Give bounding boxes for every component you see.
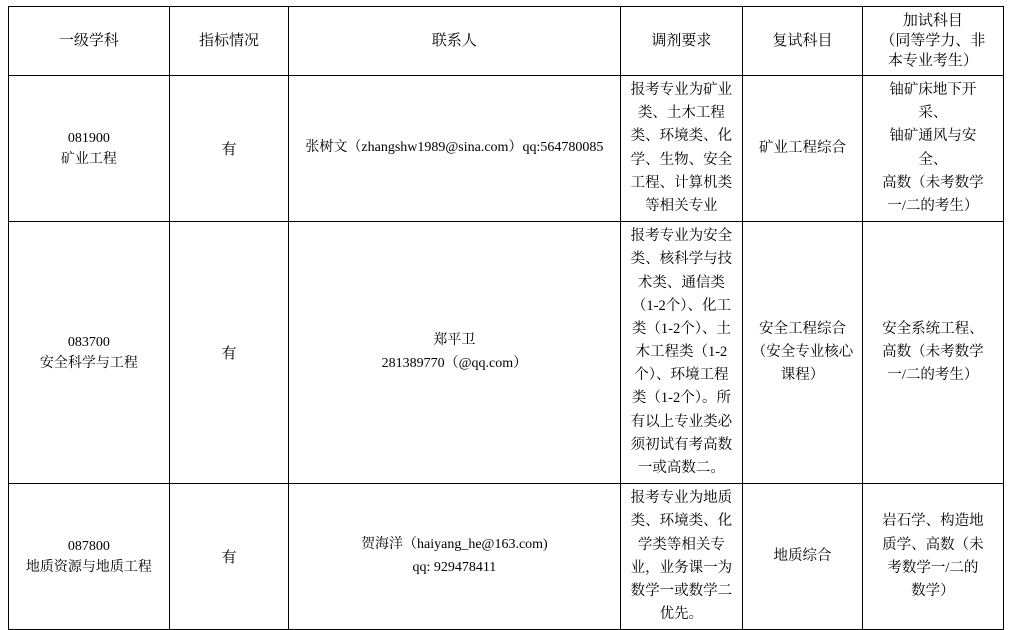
cell-major xyxy=(9,76,170,222)
retest-line-3: 课程） xyxy=(780,367,825,384)
requirement-line-3: 学类等相关专 xyxy=(637,536,725,553)
major-name: 安全科学与工程 xyxy=(39,355,138,371)
requirement-line-2: 类、环境类、化 xyxy=(630,513,733,530)
requirement-line-11: 一或高数二。 xyxy=(637,460,725,476)
extra-line-5: 高数（未考数学 xyxy=(882,174,984,191)
requirement-line-6: 木工程类（1-2 xyxy=(635,344,728,361)
extra-line-1: 铀矿床地下开 xyxy=(889,82,977,98)
header-cell-quota: 指标情况 xyxy=(169,7,288,76)
extra-line-4: 数学） xyxy=(911,582,955,599)
cell-quota: 有 xyxy=(169,484,288,630)
cell-contact xyxy=(289,222,620,484)
cell-requirement xyxy=(620,484,743,630)
header-cell-major: 一级学科 xyxy=(9,7,170,76)
header-cell-contact: 联系人 xyxy=(289,7,620,76)
requirement-line-5: 数学一或数学二 xyxy=(630,582,733,599)
cell-quota: 有 xyxy=(169,222,288,484)
requirement-line-1: 报考专业为安全 xyxy=(630,228,733,245)
cell-extra-exam xyxy=(862,484,1003,630)
retest-line-1: 安全工程综合 xyxy=(759,320,846,337)
requirement-line-7: 个）、环境工程 xyxy=(634,367,729,384)
header-cell-retest: 复试科目 xyxy=(743,7,862,76)
extra-line-1: 岩石学、构造地 xyxy=(882,513,984,530)
cell-quota: 有 xyxy=(169,76,288,222)
requirement-line-6: 等相关专业 xyxy=(645,197,718,214)
requirement-line-4: （1-2个）、化工 xyxy=(631,297,731,314)
extra-line-4: 全、 xyxy=(918,151,948,168)
requirement-line-4: 业，业务课一为 xyxy=(630,559,733,576)
extra-line-6: 一/二的考生） xyxy=(887,197,979,214)
header-extra-line-3: 本专业考生） xyxy=(887,53,978,70)
extra-line-2: 采、 xyxy=(918,105,948,122)
cell-contact xyxy=(289,76,620,222)
requirement-line-4: 学、生物、安全 xyxy=(630,151,733,168)
major-name: 矿业工程 xyxy=(60,151,117,167)
contact-line-2: qq: 929478411 xyxy=(412,559,497,575)
extra-line-2: 高数（未考数学 xyxy=(882,344,984,361)
table-row xyxy=(9,222,1004,484)
cell-requirement xyxy=(620,76,743,222)
cell-extra-exam xyxy=(862,76,1003,222)
cell-retest xyxy=(743,222,862,484)
adjustment-info-table xyxy=(8,6,1004,630)
contact-line-1: 贺海洋（haiyang_he@163.com) xyxy=(361,537,548,553)
cell-major xyxy=(9,484,170,630)
retest-line-2: （安全专业核心 xyxy=(751,344,854,361)
cell-contact xyxy=(289,484,620,630)
major-name: 地质资源与地质工程 xyxy=(25,559,152,575)
cell-retest xyxy=(743,484,862,630)
retest-line-1: 地质综合 xyxy=(773,548,832,565)
requirement-line-3: 类、环境类、化 xyxy=(630,128,733,145)
major-code: 083700 xyxy=(67,334,110,350)
extra-line-3: 考数学一/二的 xyxy=(887,559,979,576)
requirement-line-5: 工程、计算机类 xyxy=(630,174,733,191)
cell-major xyxy=(9,222,170,484)
contact-line-2: 281389770（@qq.com） xyxy=(381,355,528,371)
table-row xyxy=(9,76,1004,222)
extra-line-2: 质学、高数（未 xyxy=(882,536,984,553)
requirement-line-5: 类（1-2个）、土 xyxy=(631,320,731,337)
contact-line-1: 郑平卫 xyxy=(433,333,476,349)
header-cell-requirement: 调剂要求 xyxy=(620,7,743,76)
major-code: 087800 xyxy=(67,538,110,554)
requirement-line-6: 优先。 xyxy=(659,606,704,623)
retest-line-1: 矿业工程综合 xyxy=(759,139,846,156)
contact-line-1: 张树文（zhangshw1989@sina.com）qq:564780085 xyxy=(305,140,604,156)
cell-extra-exam xyxy=(862,222,1003,484)
extra-line-3: 铀矿通风与安 xyxy=(889,128,977,145)
requirement-line-1: 报考专业为矿业 xyxy=(630,82,733,98)
cell-retest xyxy=(743,76,862,222)
extra-line-1: 安全系统工程、 xyxy=(882,320,984,337)
table-header-row xyxy=(9,7,1004,76)
header-extra-line-1: 加试科目 xyxy=(902,12,963,29)
requirement-line-9: 有以上专业类必 xyxy=(630,413,733,430)
requirement-line-2: 类、核科学与技 xyxy=(630,251,733,268)
header-extra-line-2: （同等学力、非 xyxy=(880,32,986,49)
table-row xyxy=(9,484,1004,630)
requirement-line-3: 术类、通信类 xyxy=(637,274,725,291)
extra-line-3: 一/二的考生） xyxy=(887,367,979,384)
requirement-line-2: 类、土木工程 xyxy=(637,105,725,122)
major-code: 081900 xyxy=(67,130,110,146)
cell-requirement xyxy=(620,222,743,484)
header-cell-extra-exam xyxy=(862,7,1003,76)
requirement-line-8: 类（1-2个）。所 xyxy=(631,390,731,407)
requirement-line-1: 报考专业为地质 xyxy=(630,490,733,507)
requirement-line-10: 须初试有考高数 xyxy=(630,436,733,453)
